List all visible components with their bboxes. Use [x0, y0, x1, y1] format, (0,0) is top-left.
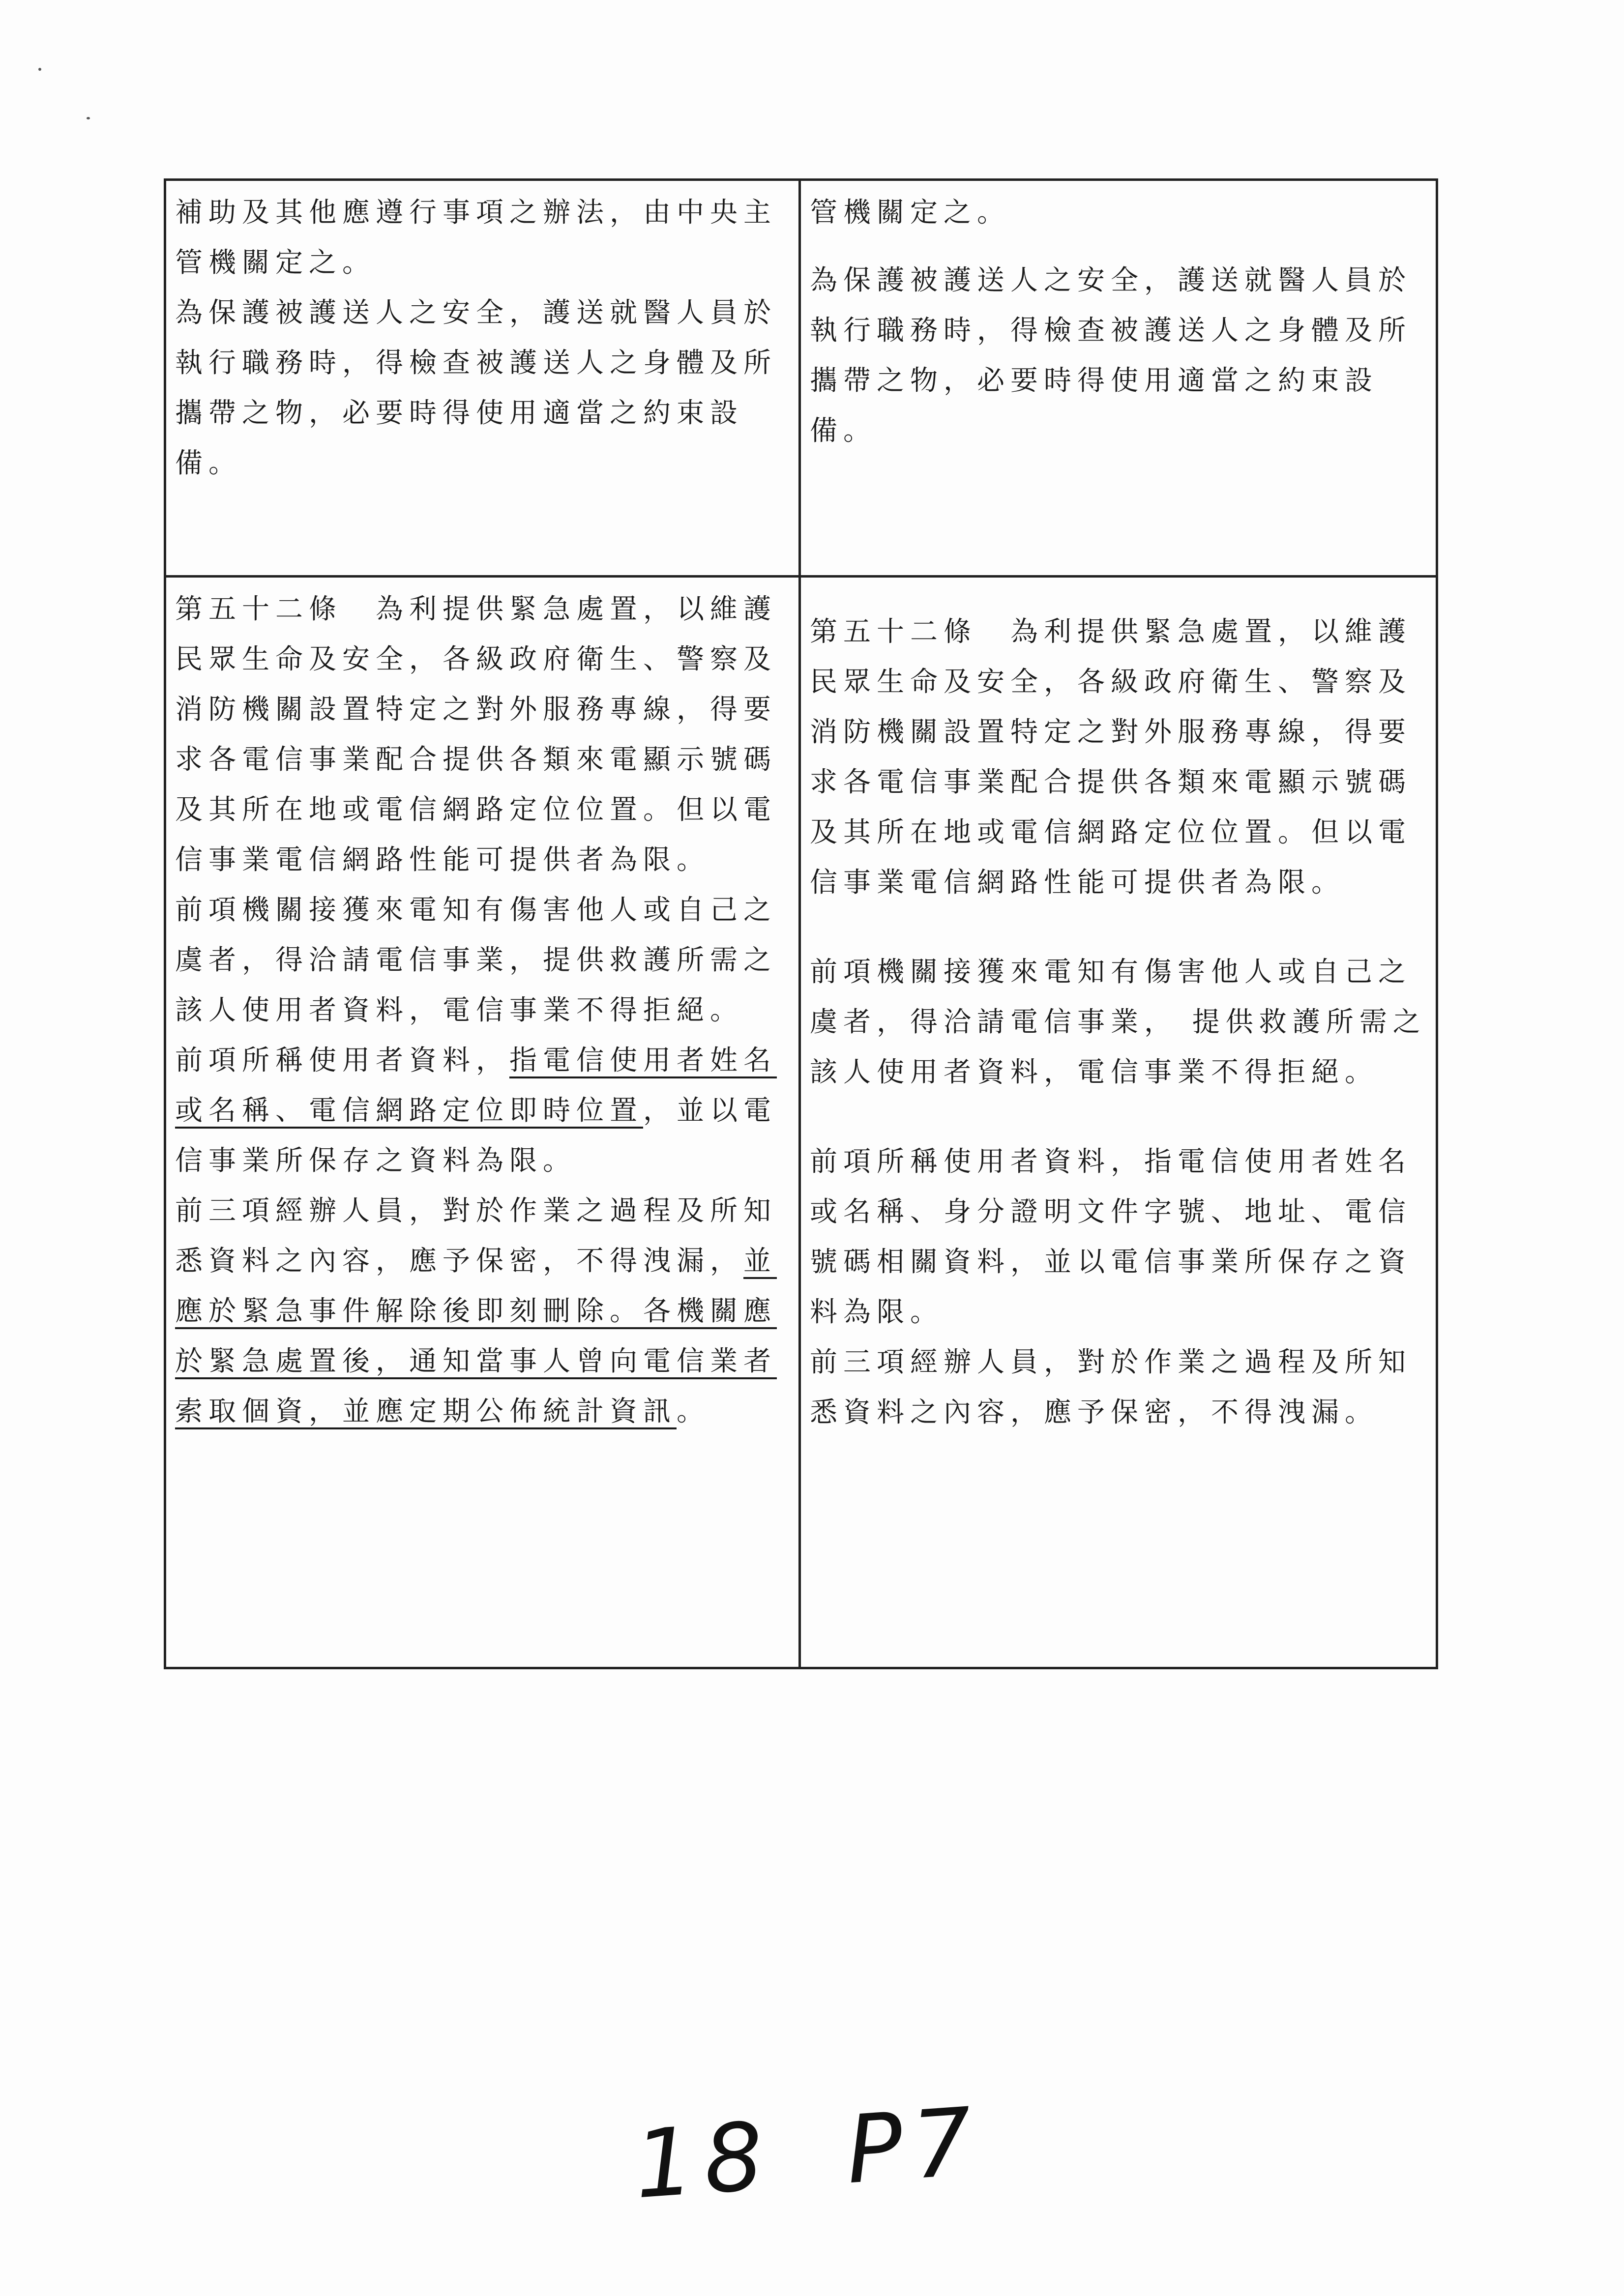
handwritten-page-label: P7	[842, 2087, 986, 2205]
comparison-table	[164, 178, 1438, 1669]
text-run: 前項所稱使用者資料，	[175, 1045, 509, 1076]
underlined-amendment: 並應於緊急事件解除後即刻刪除。各機關應於緊急處置後，通知當事人曾向電信業者索取個資，並應定期公佈統計資訊	[175, 1245, 777, 1427]
text-run: 前三項經辦人員，對於作業之過程及所知悉資料之內容，應予保密，不得洩漏，	[175, 1195, 777, 1277]
paragraph: 為保護被護送人之安全，護送就醫人員於執行職務時，得檢查被護送人之身體及所攜帶之物，必要時得使用適當之約束設備。	[810, 264, 1412, 447]
table-row	[165, 577, 1437, 1668]
table-cell-right	[800, 577, 1437, 1668]
table-cell-left	[165, 577, 800, 1668]
paragraph: 前項所稱使用者資料，指電信使用者姓名或名稱、身分證明文件字號、地址、電信號碼相關資料，並以電信事業所保存之資料為限。	[810, 1146, 1412, 1328]
table-cell-right	[800, 180, 1437, 577]
paragraph: 為保護被護送人之安全，護送就醫人員於執行職務時，得檢查被護送人之身體及所攜帶之物，必要時得使用適當之約束設備。	[175, 297, 777, 479]
paragraph: 前項機關接獲來電知有傷害他人或自己之虞者，得洽請電信事業，提供救護所需之該人使用者資料，電信事業不得拒絕。	[175, 894, 777, 1026]
handwritten-number: 18	[631, 2101, 777, 2220]
scan-speck	[87, 117, 90, 119]
paragraph: 前三項經辦人員，對於作業之過程及所知悉資料之內容，應予保密，不得洩漏。	[810, 1346, 1412, 1428]
scan-speck	[38, 68, 41, 71]
table-cell-left	[165, 180, 800, 577]
table-row	[165, 180, 1437, 577]
handwritten-page-note	[631, 2087, 985, 2220]
paragraph	[175, 1186, 790, 1437]
paragraph: 第五十二條 為利提供緊急處置，以維護民眾生命及安全，各級政府衛生、警察及消防機關設置特定之對外服務專線，得要求各電信事業配合提供各類來電顯示號碼及其所在地或電信網路定位位置。但以電信事業電信網路性能可提供者為限。	[810, 616, 1412, 899]
text-run: ，並以電信事業所保存之資料為限。	[175, 1095, 777, 1177]
paragraph	[175, 1036, 790, 1186]
paragraph: 管機關定之。	[810, 197, 1010, 229]
paragraph: 第五十二條 為利提供緊急處置，以維護民眾生命及安全，各級政府衛生、警察及消防機關設置特定之對外服務專線，得要求各電信事業配合提供各類來電顯示號碼及其所在地或電信網路定位位置。但以電信事業電信網路性能可提供者為限。	[175, 593, 777, 876]
paragraph: 補助及其他應遵行事項之辦法，由中央主管機關定之。	[175, 197, 777, 279]
underlined-amendment: 指電信使用者姓名或名稱、電信網路定位即時位置	[175, 1045, 777, 1127]
paragraph: 前項機關接獲來電知有傷害他人或自己之虞者，得洽請電信事業， 提供救護所需之該人使用者資料，電信事業不得拒絕。	[810, 956, 1426, 1088]
text-run: 。	[677, 1395, 710, 1427]
